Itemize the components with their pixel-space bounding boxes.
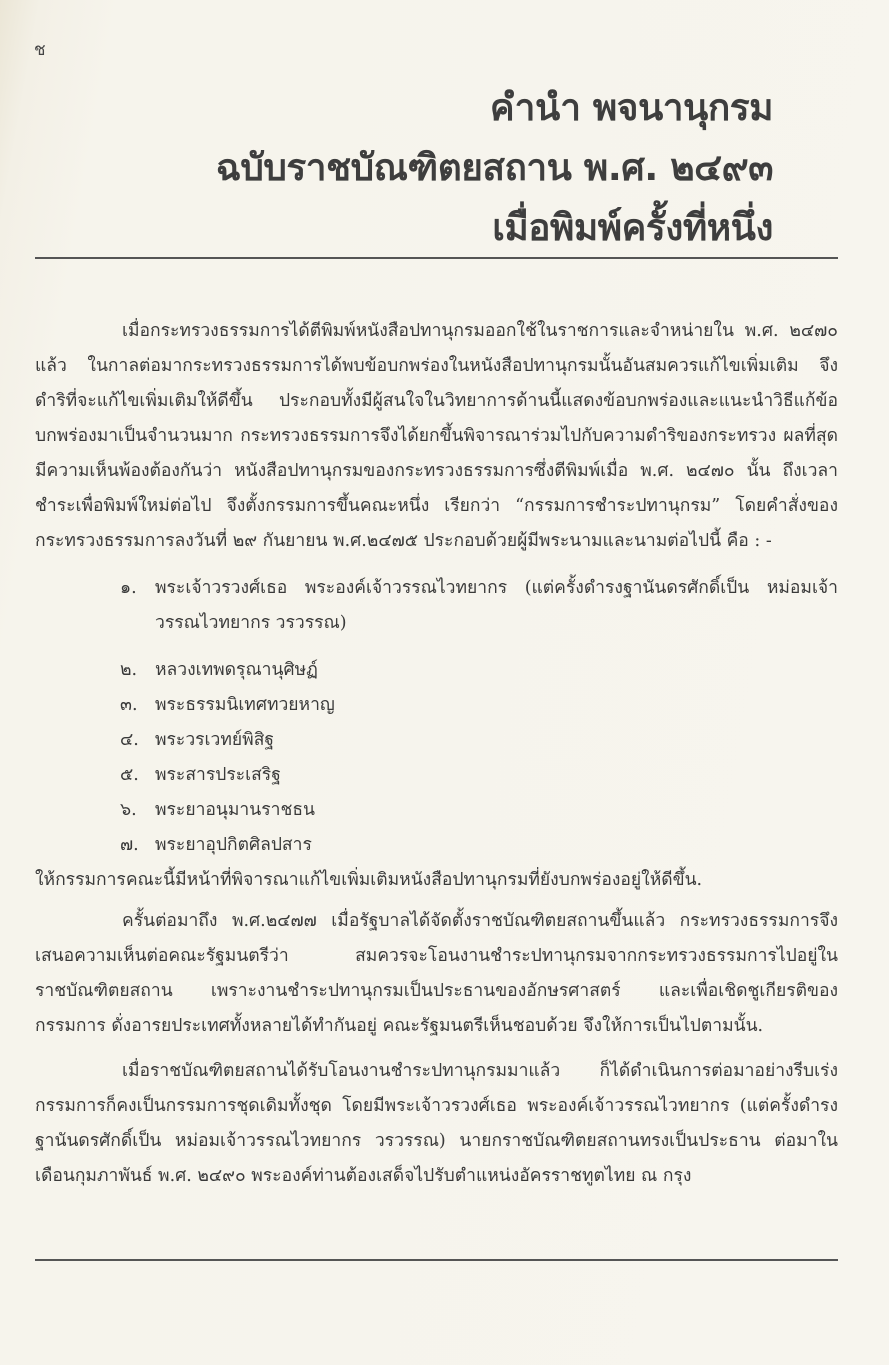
list-number: ๗. xyxy=(120,835,139,855)
member-name: พระเจ้าวรวงศ์เธอ พระองค์เจ้าวรรณไวทยากร (แต่ครั้งดำรงฐานันดรศักดิ์เป็น หม่อมเจ้าวรรณไวทยากร วรวรรณ) xyxy=(155,578,838,633)
member-name: พระธรรมนิเทศทวยหาญ xyxy=(155,695,335,715)
page-title xyxy=(216,78,773,258)
member-name: พระสารประเสริฐ xyxy=(155,765,281,785)
list-item xyxy=(35,758,838,793)
list-item xyxy=(35,828,838,863)
paragraph-2: ครั้นต่อมาถึง พ.ศ.๒๔๗๗ เมื่อรัฐบาลได้จัดตั้งราชบัณฑิตยสถานขึ้นแล้ว กระทรวงธรรมการจึงเสนอความเห็นต่อคณะรัฐมนตรีว่า สมควรจะโอนงานชำระปทานุกรมจากกระทรวงธรรมการไปอยู่ในราชบัณฑิตยสถาน เพราะงานชำระปทานุกรมเป็นประธานของอักษรศาสตร์ และเพื่อเชิดชูเกียรติของกรรมการ ดั่งอารยประเทศทั้งหลายได้ทำกันอยู่ คณะรัฐมนตรีเห็นชอบด้วย จึงให้การเป็นไปตามนั้น. xyxy=(35,911,838,1036)
footer-divider xyxy=(35,1259,838,1261)
list-number: ๒. xyxy=(120,660,138,680)
member-name: หลวงเทพดรุณานุศิษฏ์ xyxy=(155,660,318,680)
paragraph-1: เมื่อกระทรวงธรรมการได้ตีพิมพ์หนังสือปทานุกรมออกใช้ในราชการและจำหน่ายใน พ.ศ. ๒๔๗๐ แล้ว ในกาลต่อมากระทรวงธรรมการได้พบข้อบกพร่องในหนังสือปทานุกรมนั้นอันสมควรแก้ไขเพิ่มเติม จึงดำริที่จะแก้ไขเพิ่มเติมให้ดีขึ้น ประกอบทั้งมีผู้สนใจในวิทยาการด้านนี้แสดงข้อบกพร่องและแนะนำวิธีแก้ข้อบกพร่องมาเป็นจำนวนมาก กระทรวงธรรมการจึงได้ยกขึ้นพิจารณาร่วมไปกับความดำริของกระทรวง ผลที่สุดมีความเห็นพ้องต้องกันว่า หนังสือปทานุกรมของกระทรวงธรรมการซึ่งตีพิมพ์เมื่อ พ.ศ. ๒๔๗๐ นั้น ถึงเวลาชำระเพื่อพิมพ์ใหม่ต่อไป จึงตั้งกรรมการขึ้นคณะหนึ่ง เรียกว่า “กรรมการชำระปทานุกรม” โดยคำสั่งของกระทรวงธรรมการลงวันที่ ๒๙ กันยายน พ.ศ.๒๔๗๕ ประกอบด้วยผู้มีพระนามและนามต่อไปนี้ คือ : - xyxy=(35,321,838,551)
list-number: ๓. xyxy=(120,695,138,715)
body-text xyxy=(35,314,838,1194)
list-number: ๑. xyxy=(120,578,137,598)
list-number: ๔. xyxy=(120,730,139,750)
after-list-text: ให้กรรมการคณะนี้มีหน้าที่พิจารณาแก้ไขเพิ่มเติมหนังสือปทานุกรมที่ยังบกพร่องอยู่ให้ดีขึ้น. xyxy=(35,870,703,890)
member-name: พระยาอนุมานราชธน xyxy=(155,800,315,820)
list-item xyxy=(35,793,838,828)
list-item xyxy=(35,723,838,758)
page-number: ช xyxy=(34,40,46,60)
member-name: พระวรเวทย์พิสิฐ xyxy=(155,730,275,750)
title-line-3: เมื่อพิมพ์ครั้งที่หนึ่ง xyxy=(492,206,773,249)
title-line-1: คำนำ พจนานุกรม xyxy=(489,86,773,129)
list-number: ๖. xyxy=(120,800,137,820)
member-name: พระยาอุปกิตศิลปสาร xyxy=(155,835,312,855)
list-number: ๕. xyxy=(120,765,139,785)
title-line-2: ฉบับราชบัณฑิตยสถาน พ.ศ. ๒๔๙๓ xyxy=(215,146,773,189)
list-item xyxy=(35,571,838,641)
committee-list xyxy=(35,571,838,863)
paragraph-3: เมื่อราชบัณฑิตยสถานได้รับโอนงานชำระปทานุกรมมาแล้ว ก็ได้ดำเนินการต่อมาอย่างรีบเร่ง กรรมการก็คงเป็นกรรมการชุดเดิมทั้งชุด โดยมีพระเจ้าวรวงศ์เธอ พระองค์เจ้าวรรณไวทยากร (แต่ครั้งดำรงฐานันดรศักดิ์เป็น หม่อมเจ้าวรรณไวทยากร วรวรรณ) นายกราชบัณฑิตยสถานทรงเป็นประธาน ต่อมาในเดือนกุมภาพันธ์ พ.ศ. ๒๔๙๐ พระองค์ท่านต้องเสด็จไปรับตำแหน่งอัครราชทูตไทย ณ กรุง xyxy=(35,1061,838,1186)
list-item xyxy=(35,653,838,688)
list-item xyxy=(35,688,838,723)
header-divider xyxy=(35,257,838,259)
